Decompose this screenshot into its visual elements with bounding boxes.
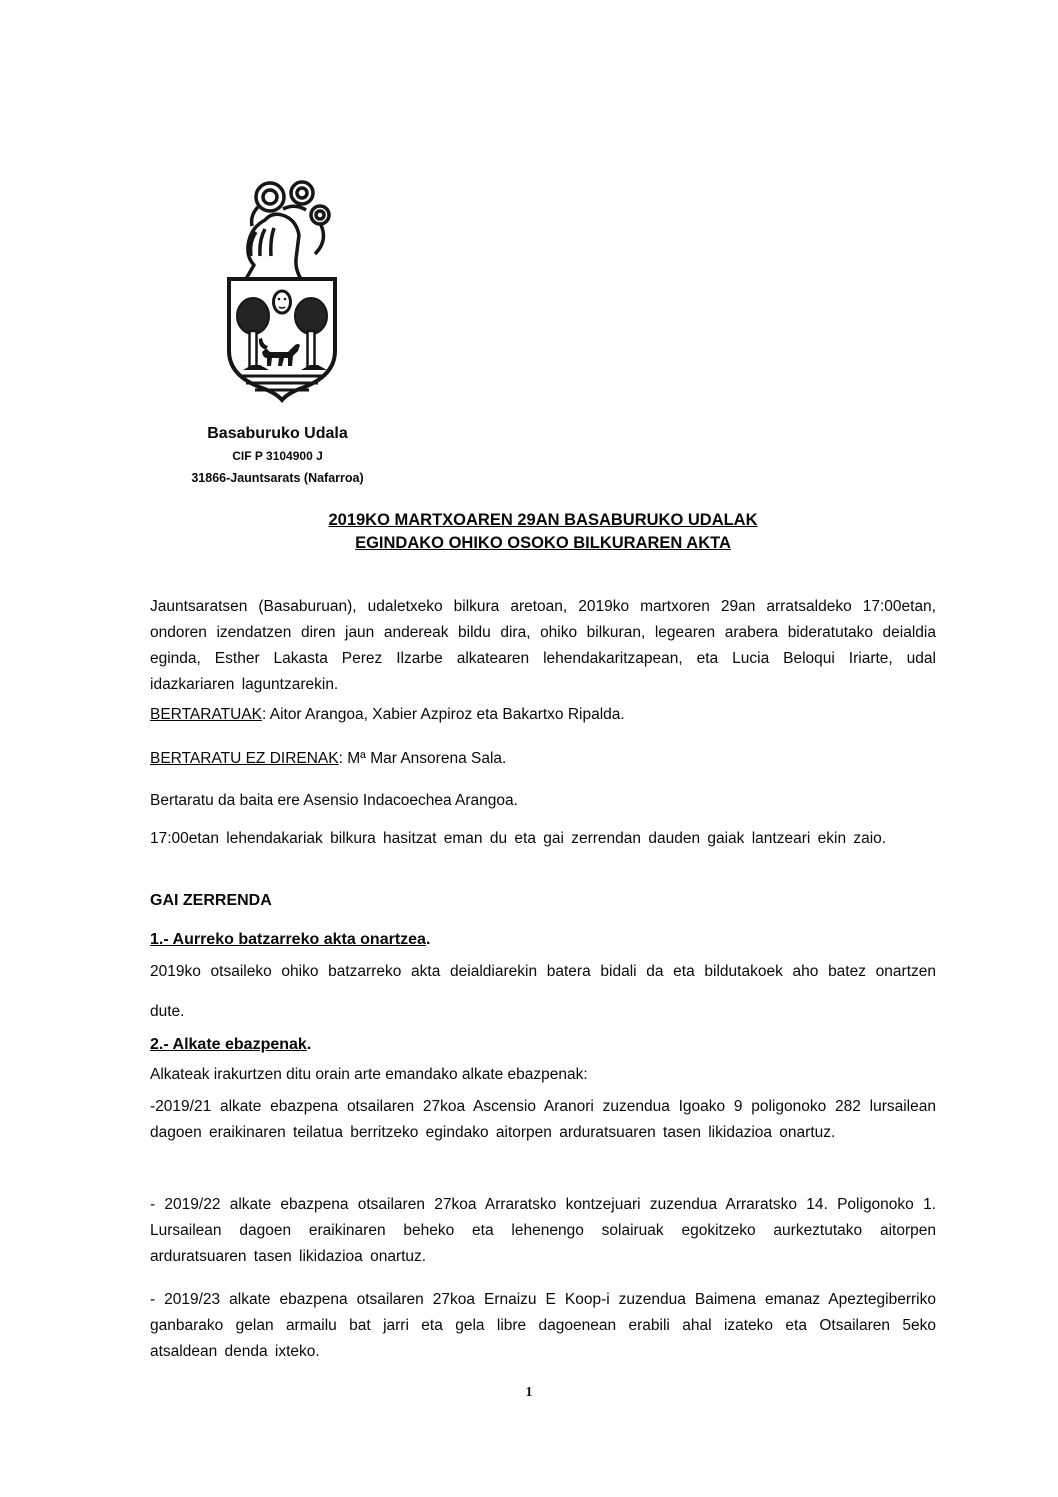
resolution-2019-23: - 2019/23 alkate ebazpena otsailaren 27koa Ernaizu E Koop-i zuzendua Baimena emanaz Apeztegiberriko ganbarako gelan armailu bat jarri eta gela libre dagoenean erabili ahal izateko eta Otsailaren 5eko atsaldean denda ixteko.: [150, 1290, 936, 1360]
attendees-line: [150, 702, 936, 728]
document-title: [150, 509, 936, 555]
agenda-item-1-heading: [150, 927, 936, 953]
coat-of-arms-icon: [220, 176, 344, 408]
resolution-2019-21: -2019/21 alkate ebazpena otsailaren 27koa Ascensio Aranori zuzendua Igoako 9 poligonoko 282 lursailean dagoen eraikinaren teilatua berritzeko egindako aitorpen arduratsuaren tasen likidazioa onartuz.: [150, 1097, 936, 1141]
absent-names: : Mª Mar Ansorena Sala.: [338, 749, 507, 767]
agenda-item-2-heading-period: .: [306, 1036, 312, 1053]
document-title-line1: 2019KO MARTXOAREN 29AN BASABURUKO UDALAK: [328, 511, 758, 529]
coat-of-arms-emblem: [220, 176, 344, 408]
agenda-item-1-text: 2019ko otsaileko ohiko batzarreko akta deialdiarekin batera bidali da eta bildutakoek aho batez onartzen dute.: [150, 962, 936, 1020]
page-number: 1: [525, 1384, 533, 1399]
attendees-names: : Aitor Arangoa, Xabier Azpiroz eta Bakartxo Ripalda.: [261, 705, 625, 723]
absent-line: [150, 746, 936, 772]
intro-paragraph: Jauntsaratsen (Basaburuan), udaletxeko bilkura aretoan, 2019ko martxoren 29an arratsaldeko 17:00etan, ondoren izendatzen diren jaun andereak bildu dira, ohiko bilkuran, legearen arabera bideratutako deialdia eginda, Esther Lakasta Perez Ilzarbe alkatearen lehendakaritzapean, eta Lucia Beloqui Iriarte, udal idazkariaren laguntzarekin.: [150, 597, 936, 693]
agenda-item-2-heading-text: 2.- Alkate ebazpenak: [150, 1036, 307, 1053]
absent-label: BERTARATU EZ DIRENAK: [150, 749, 339, 767]
agenda-heading: GAI ZERRENDA: [150, 892, 272, 909]
agenda-item-1-heading-period: .: [425, 931, 431, 948]
agenda-item-2-heading: [150, 1032, 936, 1058]
attendees-label: BERTARATUAK: [150, 705, 262, 723]
agenda-item-2-intro: Alkateak irakurtzen ditu orain arte emandako alkate ebazpenak:: [150, 1065, 588, 1083]
letterhead: [140, 424, 415, 486]
org-name: Basaburuko Udala: [207, 425, 348, 442]
org-cif: CIF P 3104900 J: [232, 449, 323, 463]
opening-paragraph: 17:00etan lehendakariak bilkura hasitzat eman du eta gai zerrendan dauden gaiak lantzeari ekin zaio.: [150, 829, 887, 847]
also-present-line: Bertaratu da baita ere Asensio Indacoechea Arangoa.: [150, 791, 518, 809]
agenda-item-1-heading-text: 1.- Aurreko batzarreko akta onartzea: [150, 931, 426, 948]
org-address: 31866-Jauntsarats (Nafarroa): [191, 471, 364, 485]
document-title-line2: EGINDAKO OHIKO OSOKO BILKURAREN AKTA: [355, 534, 731, 552]
resolution-2019-22: - 2019/22 alkate ebazpena otsailaren 27koa Arraratsko kontzejuari zuzendua Arraratsko 14. Poligonoko 1. Lursailean dagoen eraikinaren beheko eta lehenengo solairuak egokitzeko aurkeztutako aitorpen arduratsuaren tasen likidazioa onartuz.: [150, 1195, 936, 1265]
